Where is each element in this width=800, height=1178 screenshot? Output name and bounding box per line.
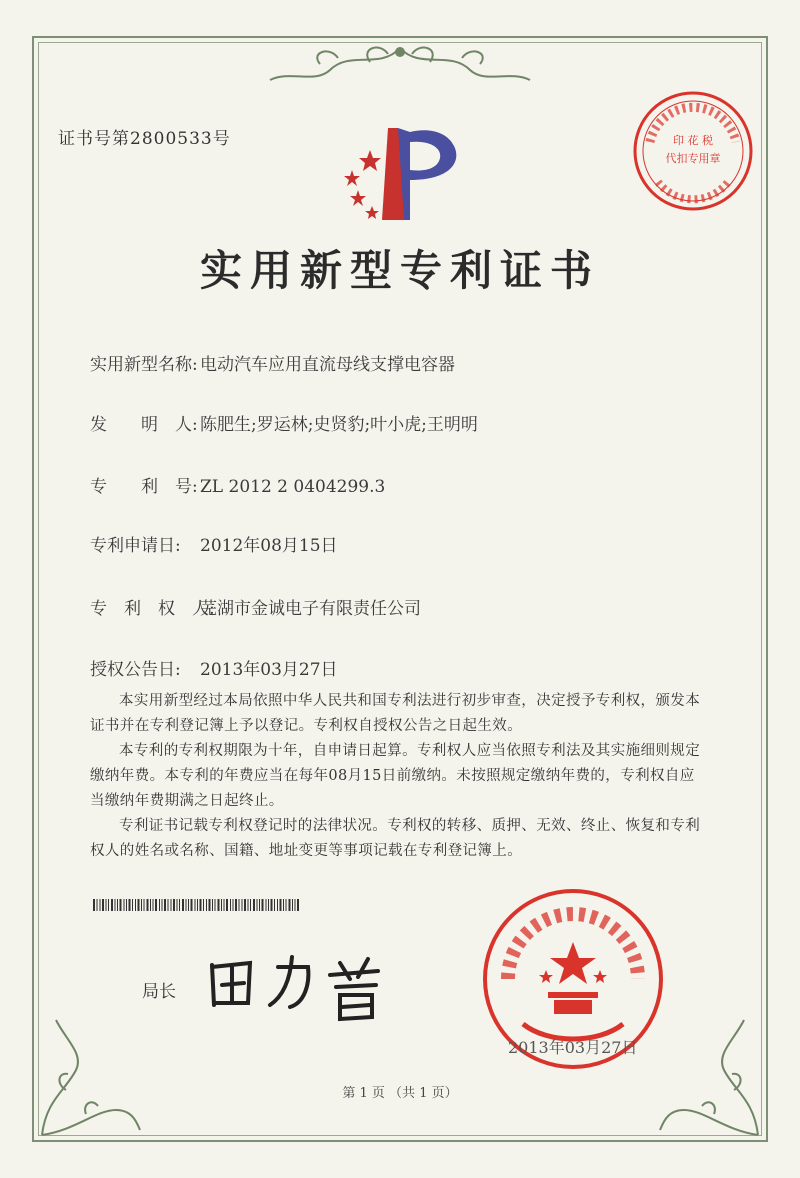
field-grant-date bbox=[90, 655, 338, 680]
field-label: 发 明 人: bbox=[90, 415, 198, 435]
paragraph-legal-status: 专利证书记载专利权登记时的法律状况。专利权的转移、质押、无效、终止、恢复和专利权人的姓名或名称、国籍、地址变更等事项记载在专利登记簿上。 bbox=[90, 818, 701, 859]
certificate-title: 实用新型专利证书 bbox=[199, 246, 600, 295]
field-value: 陈肥生;罗运林;史贤豹;叶小虎;王明明 bbox=[200, 415, 478, 435]
field-value: 2013年03月27日 bbox=[200, 660, 338, 680]
barcode bbox=[93, 899, 303, 911]
director-signature bbox=[200, 945, 390, 1025]
paragraph-term: 本专利的专利权期限为十年，自申请日起算。专利权人应当依照专利法及其实施细则规定缴纳年费。本专利的年费应当在每年08月15日前缴纳。未按照规定缴纳年费的，专利权自应当缴纳年费期满之日起终止。 bbox=[90, 743, 701, 809]
director-label: 局长 bbox=[142, 982, 176, 1002]
seal-date: 2013年03月27日 bbox=[508, 1038, 638, 1057]
field-label: 专 利 号: bbox=[90, 477, 198, 497]
bottom-right-ornament bbox=[654, 1010, 764, 1140]
field-patentee bbox=[90, 594, 421, 619]
field-label: 授权公告日: bbox=[90, 660, 181, 680]
field-label: 实用新型名称: bbox=[90, 355, 198, 375]
svg-text:印 花 税: 印 花 税 bbox=[673, 134, 713, 147]
field-value: 电动汽车应用直流母线支撑电容器 bbox=[200, 355, 455, 375]
field-application-date bbox=[90, 531, 338, 556]
field-patent-number bbox=[90, 472, 385, 497]
paragraph-grant: 本实用新型经过本局依照中华人民共和国专利法进行初步审查，决定授予专利权，颁发本证书并在专利登记簿上予以登记。专利权自授权公告之日起生效。 bbox=[90, 693, 701, 734]
field-label: 专 利 权 人: bbox=[90, 599, 215, 619]
svg-text:代扣专用章: 代扣专用章 bbox=[665, 152, 721, 165]
tax-seal-stamp bbox=[628, 86, 758, 216]
field-value: 2012年08月15日 bbox=[200, 536, 338, 556]
bottom-left-ornament bbox=[36, 1010, 146, 1140]
field-utility-model-name bbox=[90, 350, 455, 375]
field-value: ZL 2012 2 0404299.3 bbox=[200, 477, 386, 497]
page-number: 第 1 页 （共 1 页） bbox=[342, 1086, 458, 1101]
certificate-number: 证书号第2800533号 bbox=[58, 129, 231, 149]
field-inventors bbox=[90, 410, 478, 435]
top-ornament bbox=[260, 40, 540, 92]
field-value: 芜湖市金诚电子有限责任公司 bbox=[200, 599, 421, 619]
field-label: 专利申请日: bbox=[90, 536, 181, 556]
patent-office-logo-icon bbox=[330, 120, 470, 230]
